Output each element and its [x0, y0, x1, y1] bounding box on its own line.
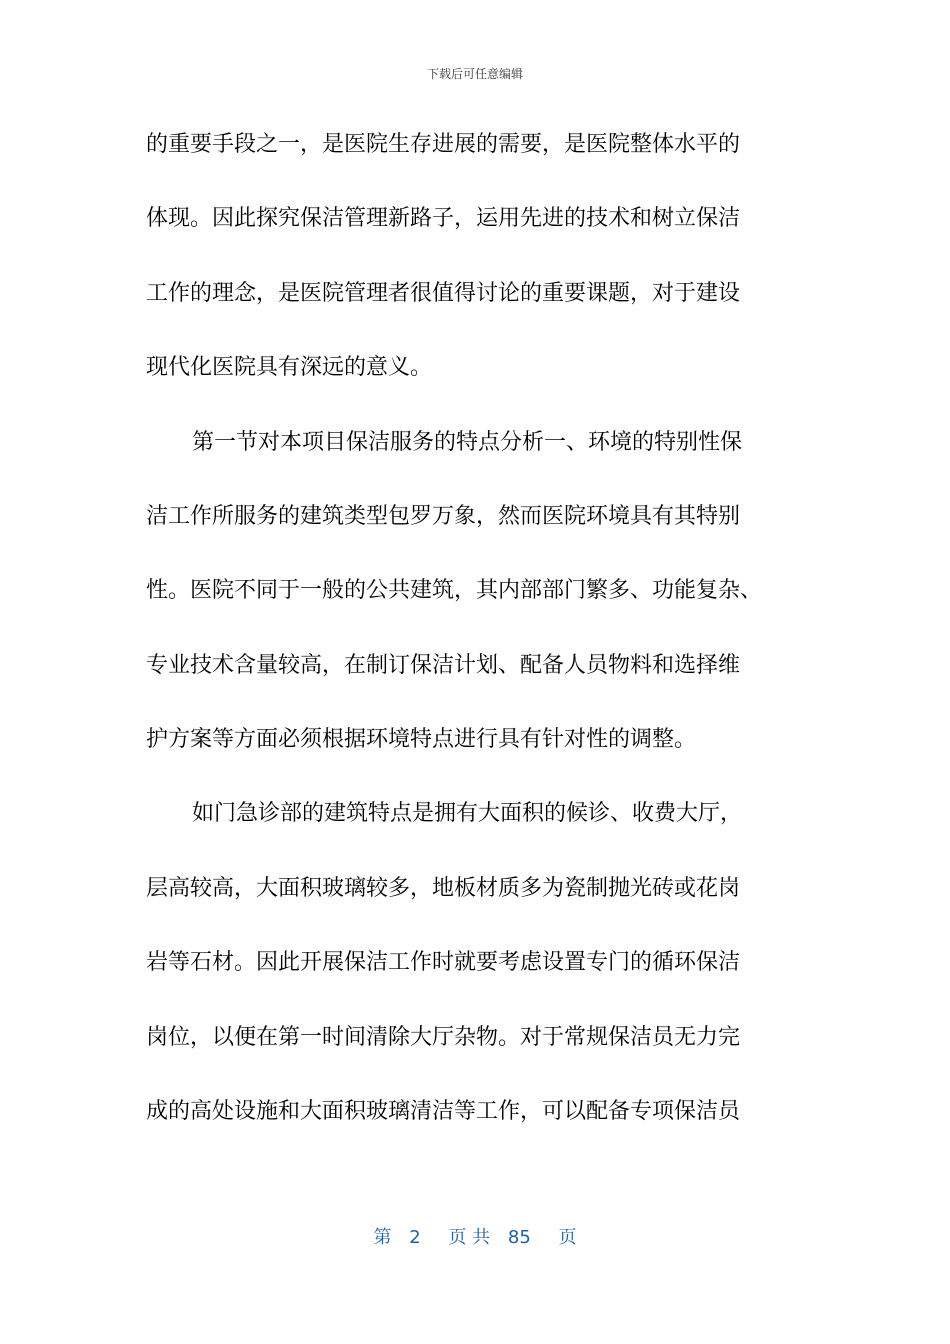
footer-prefix: 第	[373, 1227, 392, 1248]
text-line: 护方案等方面必须根据环境特点进行具有针对性的调整。	[146, 727, 697, 752]
page-header	[0, 66, 950, 82]
text-line: 岗位，以便在第一时间清除大厅杂物。对于常规保洁员无力完	[146, 1024, 741, 1050]
text-line: 岩等石材。因此开展保洁工作时就要考虑设置专门的循环保洁	[146, 950, 741, 976]
paragraph-first-line: 如门急诊部的建筑特点是拥有大面积的候诊、收费大厅，	[192, 801, 743, 827]
text-line: 现代化医院具有深远的意义。	[146, 355, 433, 381]
text-line: 性。医院不同于一般的公共建筑，其内部部门繁多、功能复杂、	[146, 578, 763, 604]
text-line: 专业技术含量较高，在制订保洁计划、配备人员物料和选择维	[146, 652, 741, 678]
paragraph-first-line: 第一节对本项目保洁服务的特点分析一、环境的特别性保	[192, 429, 743, 455]
total-pages: 85	[507, 1227, 531, 1248]
document-body	[146, 126, 826, 1167]
text-line: 洁工作所服务的建筑类型包罗万象，然而医院环境具有其特别	[146, 503, 741, 529]
text-line: 体现。因此探究保洁管理新路子，运用先进的技术和树立保洁	[146, 206, 741, 232]
footer-suffix: 页	[558, 1227, 577, 1248]
text-line: 工作的理念，是医院管理者很值得讨论的重要课题，对于建设	[146, 280, 741, 306]
page-number: 2	[409, 1227, 421, 1248]
text-line: 的重要手段之一，是医院生存进展的需要，是医院整体水平的	[146, 132, 741, 157]
footer-middle: 页 共	[448, 1227, 491, 1248]
header-text: 下载后可任意编辑	[426, 67, 523, 81]
text-line: 成的高处设施和大面积玻璃清洁等工作，可以配备专项保洁员	[146, 1098, 741, 1124]
page-footer	[0, 1225, 950, 1251]
text-line: 层高较高，大面积玻璃较多，地板材质多为瓷制抛光砖或花岗	[146, 875, 741, 901]
